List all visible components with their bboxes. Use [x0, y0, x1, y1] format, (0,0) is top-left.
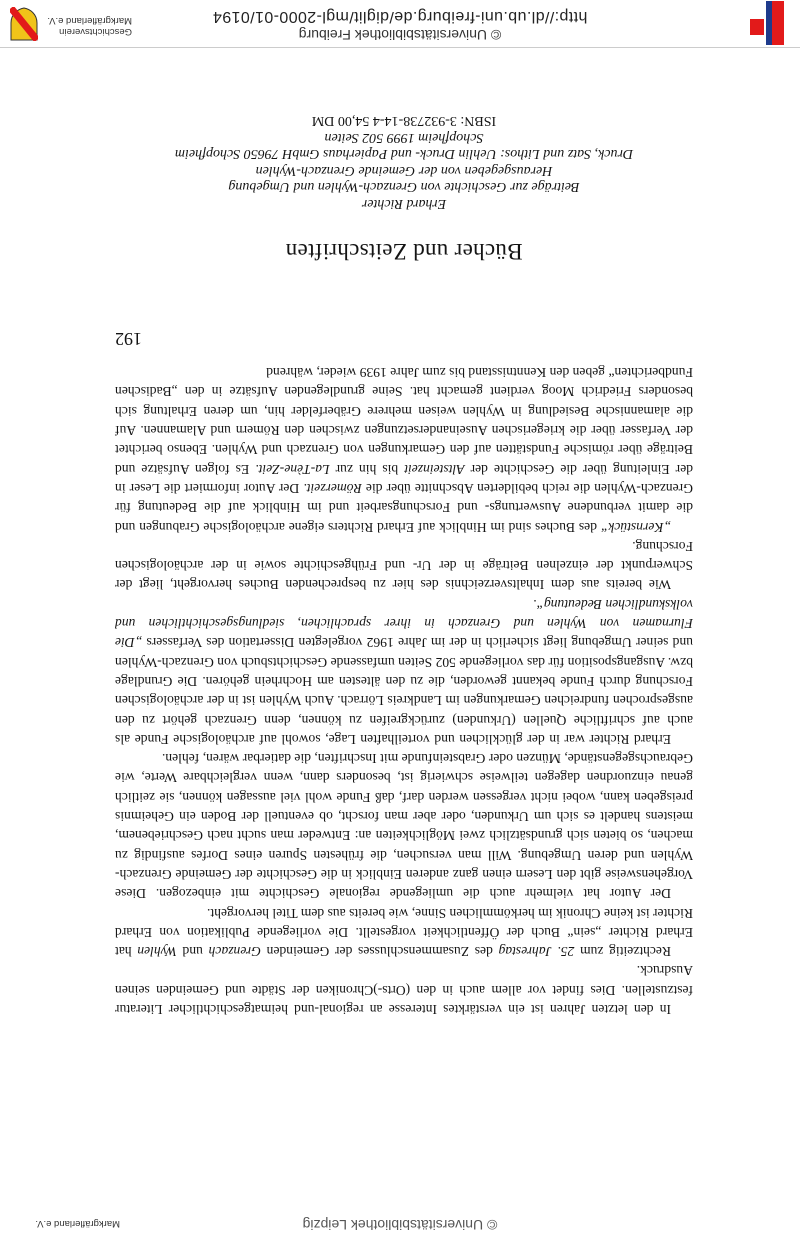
header-copyright-text: © Universitätsbibliothek Leipzig [302, 1217, 498, 1233]
permalink-url[interactable]: http://dl.ub.uni-freiburg.de/diglit/mgl-2000-01/0194 [212, 8, 588, 25]
paragraph-3: Der Autor hat vielmehr auch die umliegende regionale Geschichte mit einbezogen. Diese Vorgehensweise gibt den Lesern einen ganz anderen Einblick in die Geschichte der Gemeinde Grenzach-Wyhlen und deren Umgebung. Will man versuchen, die frühesten Spuren eines Dorfes ausfindig zu machen, so bieten sich grundsätzlich zwei Möglichkeiten an: Entweder man sucht nach Geschriebenem, meistens handelt es sich um Urkunden, oder aber man forscht, ob eventuell der Boden ein Geheimnis preisgeben kann, wobei nicht vergessen werden darf, daß Funde wohl viel aussagen können, sie zeitlich genau einzuordnen dagegen teilweise schwierig ist, besonders dann, wenn vergleichbare Werte, wie Gebrauchsgegenstände, Münzen oder Grabsteinfunde mit Inschriften, die datierbar wären, fehlen. [115, 751, 693, 902]
text-run: hat Erhard Richter „sein“ Buch der Öffentlichkeit vorgestellt. Die vorliegende Publikation von Erhard Richter ist keine Chronik im herkömmlichen Sinne, wie bereits aus dem Titel hervorgeht. [115, 905, 693, 960]
text-run: des Buches sind im Hinblick auf Erhard Richters eigene archäologische Grabungen und die damit verbundene Auswertungs- und Forschungsarbeit und im Hinblick auf die Bedeutung für Grenzach-Wyhlen die reich bebilderten Abschnitte über die [115, 480, 693, 535]
text-run: Es folgen Aufsätze und Beiträge über römische Fundstätten auf den Gemarkungen von Grenzach und Wyhlen. Ebenso berichtet der Verfasser über die kriegerischen Auseinandersetzungen zwischen den Römern und Alamannen. Auf die alamannische Besiedlung in Wyhlen weisen mehrere Gräberfelder hin, um deren Erhaltung sich besonders Friedrich Moog verdient gemacht hat. Seine grundlegenden Aufsätze in den „Badischen Fundberichten“ geben den Kenntnisstand bis zum Jahre 1939 wieder, während [115, 365, 693, 477]
text-run: bis hin zur [329, 461, 405, 477]
paragraph-2 [115, 903, 693, 961]
emphasis-run: Römerzeit. [303, 480, 362, 496]
text-run: des Zusammenschlusses der Gemeinden [260, 944, 499, 960]
emphasis-run: Wyhlen [137, 944, 177, 960]
page-number: 192 [115, 329, 142, 349]
geschichtsverein-shield-icon [10, 7, 38, 41]
library-header-clipped [0, 1211, 800, 1259]
book-citation [115, 112, 693, 211]
book-isbn: ISBN: 3-932738-14-4 54,00 DM [311, 113, 497, 129]
emphasis-run: „Die Flurnamen von Wyhlen und Grenzach in ihrer sprachlichen, siedlungsgeschichtlichen und volkskundlichen Bedeutung“. [115, 596, 693, 651]
society-line-1: Geschichtsverein [59, 26, 132, 37]
section-heading: Bücher und Zeitschriften [285, 239, 523, 264]
text-run: Erhard Richter war in der glücklichen und vorteilhaften Lage, sowohl auf archäologische Funde als auch auf schriftliche Quellen (Urkunden) zurückgreifen zu können, denn Grenzach gehört zu den ausgesprochen fundreichen Gemarkungen im Landkreis Lörrach. Auch Wyhlen ist in der archäologischen Forschung durch Funde bekannt geworden, die zu den ältesten am Hochrhein gehören. Die Grundlage bzw. Ausgangsposition für das vorliegende 502 Seiten umfassende Geschichtsbuch von Grenzach-Wyhlen und seiner Umgebung liegt sicherlich in der im Jahre 1962 vorgelegten Dissertation des Verfassers [115, 635, 693, 747]
paragraph-1: In den letzten Jahren ist ein verstärktes Interesse an regional-und heimatgeschichtlicher Literatur festzustellen. Dies findet vor allem auch in den (Orts-)Chroniken der Städte und Gemeinden seinen Ausdruck. [115, 963, 693, 1017]
text-run: Der Autor informiert die Leser in der Einleitung über die Geschichte der [115, 461, 693, 496]
emphasis-run: Grenzach [208, 944, 261, 960]
book-author: Erhard Richter [361, 196, 447, 211]
society-name [42, 15, 132, 37]
library-footer [0, 0, 800, 48]
paragraph-5: Wie bereits aus dem Inhaltsverzeichnis des hier zu besprechenden Buches hervorgeht, liegt der Schwerpunkt der einzelnen Beiträge in der Ur- und Frühgeschichte sowie in der archäologischen Forschung. [115, 538, 693, 593]
text-run: Rechtzeitig zum [574, 944, 671, 960]
text-run: und [176, 944, 209, 960]
society-line-2: Markgräflerland e.V. [47, 15, 132, 26]
copyright-text: © Universitätsbibliothek Freiburg [298, 27, 502, 43]
emphasis-run: „Kernstück“ [600, 519, 671, 535]
emphasis-run: 25. Jahrestag [498, 944, 575, 960]
paragraph-4 [115, 594, 693, 748]
review-body [115, 363, 693, 1019]
emphasis-run: La-Tène-Zeit. [255, 461, 330, 477]
paragraph-6 [115, 363, 693, 537]
book-publisher: Herausgegeben von der Gemeinde Grenzach-Wyhlen [255, 163, 553, 178]
header-society-name: Markgräflerland e.V. [35, 1218, 120, 1229]
book-title: Beiträge zur Geschichte von Grenzach-Wyhlen und Umgebung [228, 179, 580, 195]
book-place-pages: Schopfheim 1999 502 Seiten [324, 130, 484, 145]
book-printer: Druck, Satz und Lithos: Uehlin Druck- und Papierhaus GmbH 79650 Schopfheim [174, 146, 634, 162]
emphasis-run: Altsteinzeit [404, 461, 465, 477]
